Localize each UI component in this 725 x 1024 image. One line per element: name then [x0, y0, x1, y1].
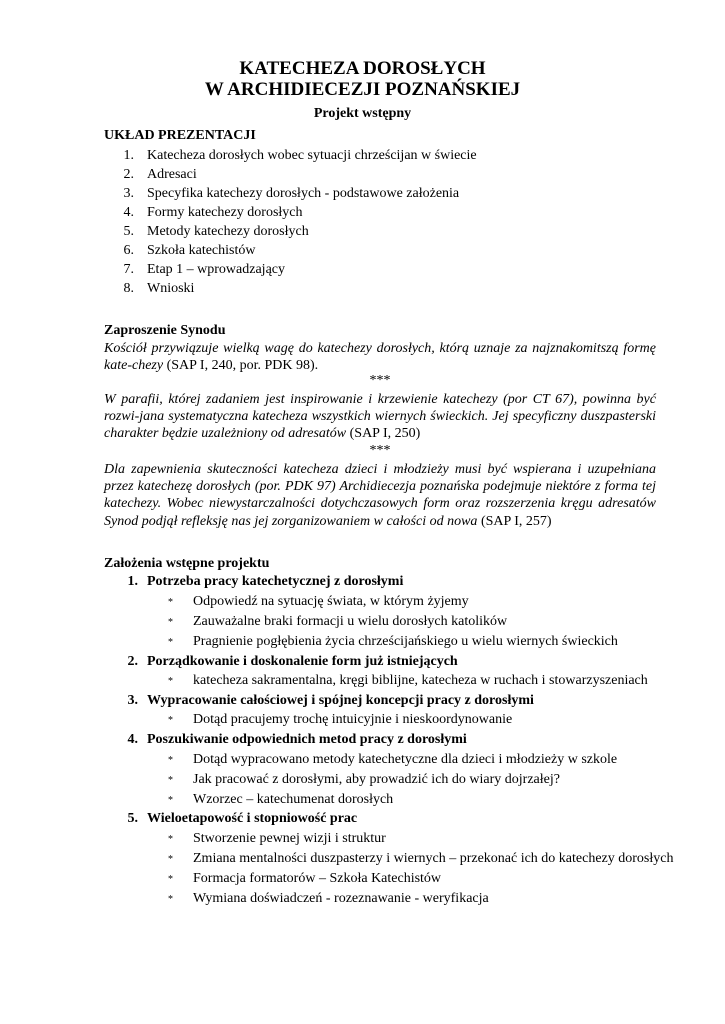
section-title: Potrzeba pracy katechetycznej z dorosłymi	[147, 574, 404, 589]
outline-number: 2.	[123, 167, 134, 182]
outline-item: Etap 1 – wprowadzający	[147, 262, 285, 277]
list-item: Formacja formatorów – Szkoła Katechistów	[193, 871, 442, 886]
outline-item: Metody katechezy dorosłych	[147, 224, 309, 239]
assumptions-heading: Założenia wstępne projektu	[104, 556, 270, 571]
section-number: 2.	[127, 654, 138, 669]
quote-text: Dla zapewnienia skuteczności katecheza dzieci i młodzieży musi być wspierana i uzupełniana przez katechezę dorosłych (por. PDK 97) Archidiecezja poznańska podejmuje niektóre z forma tej katechezy. Wobec niewystarczalności dotychczasowych form oraz rozszerzenia kręgu adresatów Synod podjął refleksję nas jej zorganizowaniem w całości od nowa	[104, 462, 656, 529]
document-title-line-1: KATECHEZA DOROSŁYCH	[239, 58, 486, 79]
list-item: Zauważalne braki formacji u wielu dorosłych katolików	[193, 614, 508, 629]
list-item: Wymiana doświadczeń - rozeznawanie - weryfikacja	[193, 891, 489, 906]
outline-number: 1.	[123, 148, 134, 163]
asterisk-bullet-icon: *	[168, 894, 173, 905]
list-item: Pragnienie pogłębienia życia chrześcijańskiego u wielu wiernych świeckich	[193, 634, 618, 649]
outline-item: Adresaci	[147, 167, 197, 182]
section-title: Porządkowanie i doskonalenie form już istniejących	[147, 654, 458, 669]
separator-stars: ***	[369, 443, 391, 458]
synod-quote-3	[104, 461, 656, 530]
list-item: Dotąd pracujemy trochę intuicyjnie i nieskoordynowanie	[193, 712, 513, 727]
section-number: 5.	[127, 811, 138, 826]
outline-item: Szkoła katechistów	[147, 243, 256, 258]
outline-item: Katecheza dorosłych wobec sytuacji chrześcijan w świecie	[147, 148, 477, 163]
list-item: Zmiana mentalności duszpasterzy i wiernych – przekonać ich do katechezy dorosłych	[193, 851, 674, 866]
asterisk-bullet-icon: *	[168, 775, 173, 786]
outline-number: 8.	[123, 281, 134, 296]
asterisk-bullet-icon: *	[168, 854, 173, 865]
list-item: Jak pracować z dorosłymi, aby prowadzić ich do wiary dojrzałej?	[193, 772, 560, 787]
quote-text: Kościół przywiązuje wielką wagę do katechezy dorosłych, którą uznaje za najznakomitszą formę kate-chezy	[104, 341, 656, 374]
synod-quote-2	[104, 391, 656, 443]
outline-item: Wnioski	[147, 281, 195, 296]
quote-reference: (SAP I, 240, por. PDK 98).	[163, 358, 319, 374]
asterisk-bullet-icon: *	[168, 795, 173, 806]
list-item: katecheza sakramentalna, kręgi biblijne, katecheza w ruchach i stowarzyszeniach	[193, 673, 648, 688]
synod-quote-1	[104, 340, 656, 374]
synod-heading: Zaproszenie Synodu	[104, 323, 226, 338]
asterisk-bullet-icon: *	[168, 676, 173, 687]
list-item: Wzorzec – katechumenat dorosłych	[193, 792, 394, 807]
section-title: Wieloetapowość i stopniowość prac	[147, 811, 358, 826]
document-title-line-2: W ARCHIDIECEZJI POZNAŃSKIEJ	[204, 79, 521, 100]
list-item: Odpowiedź na sytuację świata, w którym żyjemy	[193, 594, 469, 609]
list-item: Stworzenie pewnej wizji i struktur	[193, 831, 386, 846]
section-number: 4.	[127, 732, 138, 747]
section-title: Wypracowanie całościowej i spójnej koncepcji pracy z dorosłymi	[147, 693, 534, 708]
outline-number: 5.	[123, 224, 134, 239]
quote-reference: (SAP I, 250)	[346, 426, 421, 442]
outline-number: 6.	[123, 243, 134, 258]
quote-text: W parafii, której zadaniem jest inspirowanie i krzewienie katechezy (por CT 67), powinna być rozwi-jana systematyczna katecheza wszystkich wiernych świeckich. Jej specyficzny duszpasterski charakter będzie uzależniony od adresatów	[104, 392, 656, 442]
asterisk-bullet-icon: *	[168, 834, 173, 845]
asterisk-bullet-icon: *	[168, 755, 173, 766]
outline-number: 7.	[123, 262, 134, 277]
asterisk-bullet-icon: *	[168, 597, 173, 608]
outline-number: 3.	[123, 186, 134, 201]
outline-item: Specyfika katechezy dorosłych - podstawowe założenia	[147, 186, 460, 201]
list-item: Dotąd wypracowano metody katechetyczne dla dzieci i młodzieży w szkole	[193, 752, 618, 767]
section-number: 1.	[127, 574, 138, 589]
asterisk-bullet-icon: *	[168, 874, 173, 885]
section-number: 3.	[127, 693, 138, 708]
separator-stars: ***	[369, 373, 391, 388]
section-title: Poszukiwanie odpowiednich metod pracy z dorosłymi	[147, 732, 467, 747]
asterisk-bullet-icon: *	[168, 637, 173, 648]
asterisk-bullet-icon: *	[168, 617, 173, 628]
quote-reference: (SAP I, 257)	[477, 513, 552, 529]
asterisk-bullet-icon: *	[168, 715, 173, 726]
outline-number: 4.	[123, 205, 134, 220]
document-subtitle: Projekt wstępny	[313, 106, 412, 121]
outline-item: Formy katechezy dorosłych	[147, 205, 303, 220]
outline-heading: UKŁAD PREZENTACJI	[104, 128, 256, 143]
